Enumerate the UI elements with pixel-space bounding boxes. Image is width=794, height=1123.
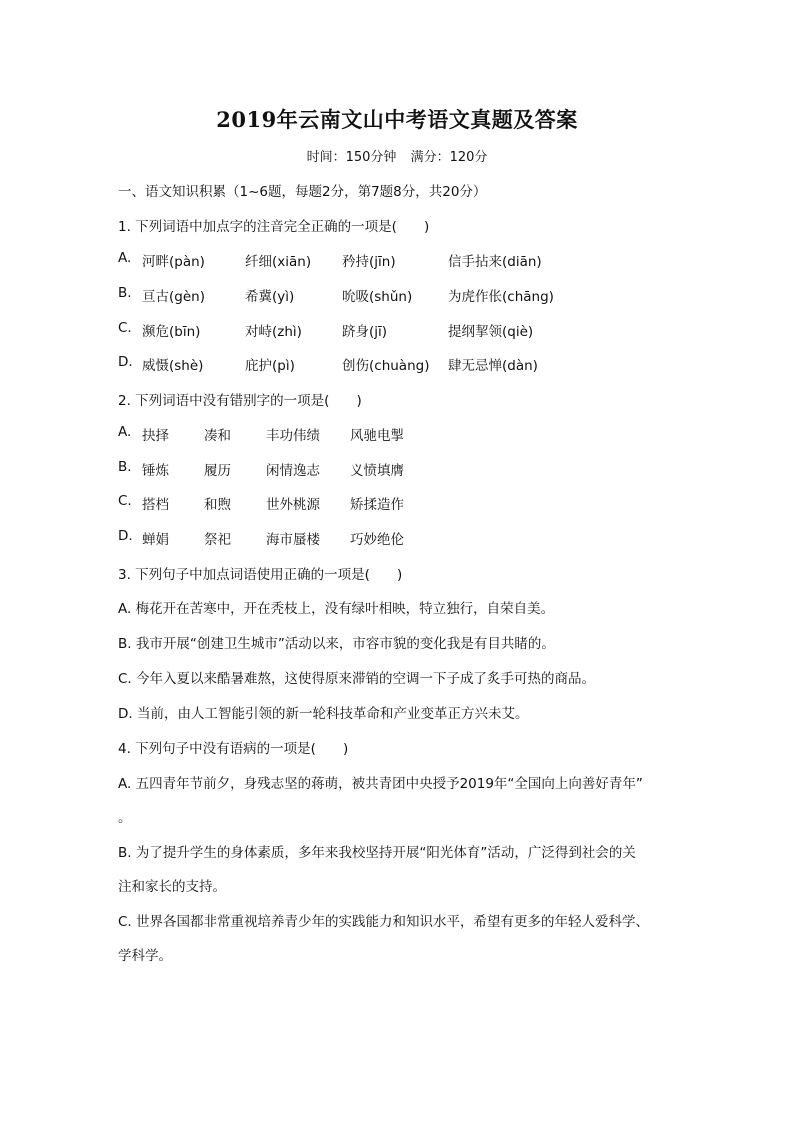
q4-option-c-line1: C. 世界各国都非常重视培养青少年的实践能力和知识水平，希望有更多的年轻人爱科学、: [118, 914, 650, 930]
question-2-stem: 2. 下列词语中没有错别字的一项是( ): [118, 393, 362, 409]
section-heading: 一、语文知识积累（1~6题，每题2分，第7题8分，共20分）: [118, 184, 487, 200]
option-item: 矜持(jīn): [342, 254, 396, 270]
q4-option-b-line1: B. 为了提升学生的身体素质，多年来我校坚持开展“阳光体育”活动，广泛得到社会的关: [118, 845, 636, 861]
option-item: 希冀(yì): [245, 289, 295, 305]
option-item: 海市蜃楼: [266, 532, 320, 548]
option-item: 凑和: [204, 428, 231, 444]
option-item: 庇护(pì): [245, 358, 295, 374]
option-item: 提纲挈领(qiè): [448, 324, 534, 340]
question-1-stem: 1. 下列词语中加点字的注音完全正确的一项是( ): [118, 219, 430, 235]
exam-info: [0, 146, 794, 165]
option-item: 纤细(xiān): [245, 254, 312, 270]
q4-option-b-line2: 注和家长的支持。: [118, 879, 226, 895]
option-item: 世外桃源: [266, 497, 320, 513]
option-item: 矫揉造作: [350, 497, 404, 513]
option-item: 亘古(gèn): [142, 289, 205, 305]
exam-score: 满分：120分: [410, 150, 488, 165]
option-item: 信手拈来(diān): [448, 254, 542, 270]
option-item: 和煦: [204, 497, 231, 513]
q4-option-c-line2: 学科学。: [118, 948, 172, 964]
option-item: 吮吸(shǔn): [342, 289, 413, 305]
q4-option-a-line1: A. 五四青年节前夕，身残志坚的蒋萌，被共青团中央授予2019年“全国向上向善好青年”: [118, 776, 643, 792]
option-label: B.: [118, 285, 132, 301]
option-label: C.: [118, 320, 132, 336]
option-item: 河畔(pàn): [142, 254, 205, 270]
option-label: A.: [118, 424, 132, 440]
option-item: 对峙(zhì): [245, 324, 302, 340]
option-item: 创伤(chuàng): [342, 358, 430, 374]
q3-option-c: C. 今年入夏以来酷暑难熬，这使得原来滞销的空调一下子成了炙手可热的商品。: [118, 671, 596, 687]
option-item: 搭档: [142, 497, 169, 513]
option-item: 肆无忌惮(dàn): [448, 358, 538, 374]
page-title: 2019年云南文山中考语文真题及答案: [216, 107, 578, 132]
option-item: 抉择: [142, 428, 169, 444]
q3-option-d: D. 当前，由人工智能引领的新一轮科技革命和产业变革正方兴未艾。: [118, 706, 529, 722]
option-item: 巧妙绝伦: [350, 532, 404, 548]
option-item: 蝉娟: [142, 532, 169, 548]
option-item: 义愤填膺: [350, 463, 404, 479]
option-item: 丰功伟绩: [266, 428, 320, 444]
option-item: 威慑(shè): [142, 358, 204, 374]
question-3-stem: 3. 下列句子中加点词语使用正确的一项是( ): [118, 567, 403, 583]
option-label: D.: [118, 354, 133, 370]
option-item: 锤炼: [142, 463, 169, 479]
option-item: 跻身(jī): [342, 324, 388, 340]
question-4-stem: 4. 下列句子中没有语病的一项是( ): [118, 741, 349, 757]
q3-option-b: B. 我市开展“创建卫生城市”活动以来，市容市貌的变化我是有目共睹的。: [118, 636, 555, 652]
option-label: C.: [118, 493, 132, 509]
option-label: D.: [118, 528, 133, 544]
option-item: 履历: [204, 463, 231, 479]
option-item: 闲情逸志: [266, 463, 320, 479]
exam-time: 时间：150分钟: [306, 150, 397, 165]
option-item: 濒危(bīn): [142, 324, 201, 340]
option-item: 祭祀: [204, 532, 231, 548]
q4-option-a-line2: 。: [118, 810, 132, 826]
option-label: B.: [118, 459, 132, 475]
option-label: A.: [118, 250, 132, 266]
q3-option-a: A. 梅花开在苦寒中，开在秃枝上，没有绿叶相映，特立独行，自荣自美。: [118, 601, 555, 617]
option-item: 风驰电掣: [350, 428, 404, 444]
option-item: 为虎作伥(chāng): [448, 289, 554, 305]
